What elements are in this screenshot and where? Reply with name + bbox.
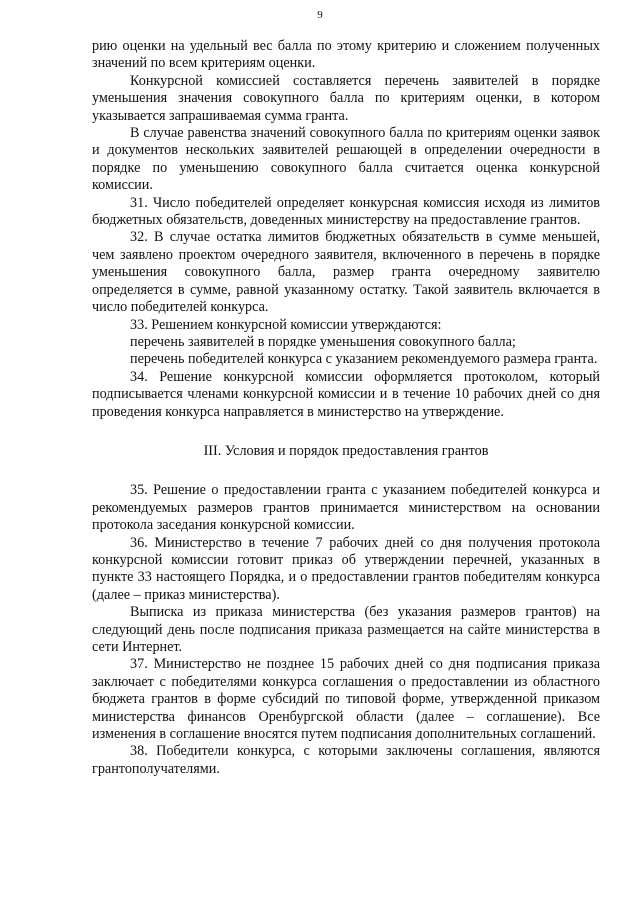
clause-38: 38. Победители конкурса, с которыми заключены соглашения, являются грантополучателями. bbox=[92, 743, 600, 777]
paragraph-list-compilation: Конкурсной комиссией составляется перечень заявителей в порядке уменьшения значения совокупного балла по критериям оценки, в котором указывается запрашиваемая сумма гранта. bbox=[92, 72, 600, 124]
paragraph-continuation: рию оценки на удельный вес балла по этому критерию и сложением полученных значений по всем критериям оценки. bbox=[92, 38, 600, 72]
document-body bbox=[92, 38, 600, 778]
page-number: 9 bbox=[317, 9, 323, 21]
clause-33-item-1: перечень заявителей в порядке уменьшения совокупного балла; bbox=[130, 333, 516, 350]
clause-33-item-2: перечень победителей конкурса с указанием рекомендуемого размера гранта. bbox=[130, 351, 598, 368]
clause-32: 32. В случае остатка лимитов бюджетных обязательств в сумме меньшей, чем заявлено проектом очередного заявителя, включенного в перечень в порядке уменьшения совокупного балла, размер гранта очередному заявителю определяется в сумме, равной указанному остатку. Такой заявитель включается в число победителей конкурса. bbox=[92, 229, 600, 316]
paragraph-extract-publication: Выписка из приказа министерства (без указания размеров грантов) на следующий день после подписания приказа размещается на сайте министерства в сети Интернет. bbox=[92, 604, 600, 655]
clause-31: 31. Число победителей определяет конкурсная комиссия исходя из лимитов бюджетных обязательств, доведенных министерству на предоставление грантов. bbox=[92, 194, 600, 229]
paragraph-equal-score: В случае равенства значений совокупного балла по критериям оценки заявок и документов нескольких заявителей решающей в определении очередности в порядке по уменьшению совокупного балла считается оценка конкурсной комиссии. bbox=[92, 125, 600, 194]
section-heading: III. Условия и порядок предоставления грантов bbox=[203, 442, 489, 459]
clause-34: 34. Решение конкурсной комиссии оформляется протоколом, который подписывается членами конкурсной комиссии и в течение 10 рабочих дней со дня проведения конкурса направляется в министерство на утверждение. bbox=[92, 368, 600, 420]
clause-37: 37. Министерство не позднее 15 рабочих дней со дня подписания приказа заключает с победителями конкурса соглашения о предоставлении из областного бюджета грантов в форме субсидий по типовой форме, утвержденной приказом министерства финансов Оренбургской области (далее – соглашение). Все изменения в соглашение вносятся путем подписания дополнительных соглашений. bbox=[92, 656, 600, 743]
clause-36: 36. Министерство в течение 7 рабочих дней со дня получения протокола конкурсной комиссии готовит приказ об утверждении перечней, указанных в пункте 33 настоящего Порядка, и о предоставлении грантов победителям конкурса (далее – приказ министерства). bbox=[92, 534, 600, 603]
clause-35: 35. Решение о предоставлении гранта с указанием победителей конкурса и рекомендуемых размеров грантов принимается министерством на основании протокола заседания конкурсной комиссии. bbox=[92, 482, 600, 534]
clause-33: 33. Решением конкурсной комиссии утверждаются: bbox=[130, 316, 442, 333]
